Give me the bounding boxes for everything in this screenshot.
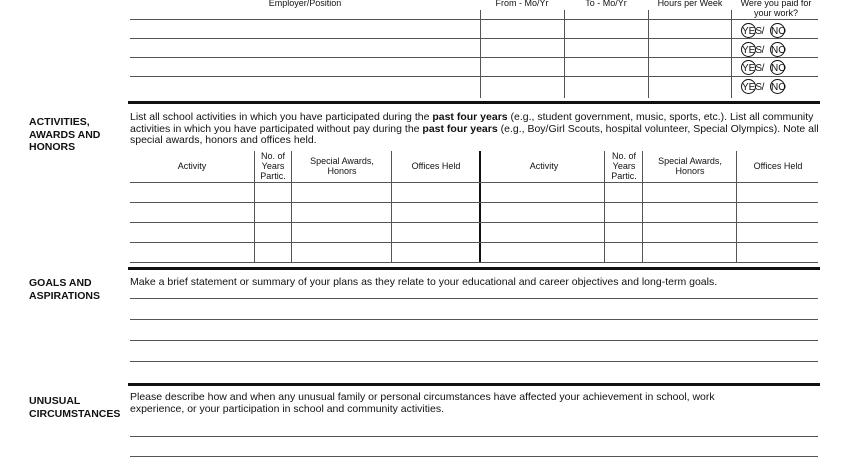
activity-column-header: Activity xyxy=(177,161,207,171)
offices-column-header: Offices Held xyxy=(411,161,461,171)
no-option[interactable]: NO xyxy=(770,60,785,75)
activities-section-label: ACTIVITIES, AWARDS AND HONORS xyxy=(29,116,101,153)
paid-yes-no-row-1: YES/ NO xyxy=(741,23,785,37)
no-option[interactable]: NO xyxy=(770,79,785,94)
paid-yes-no-row-2: YES/ NO xyxy=(741,42,785,56)
paid-yes-no-row-3: YES/ NO xyxy=(741,60,785,74)
paid-yes-no-row-4: YES/ NO xyxy=(741,79,785,93)
activity-column-header: Activity xyxy=(529,161,559,171)
goals-prompt: Make a brief statement or summary of your plans as they relate to your educational and career objectives and long-term goals. xyxy=(130,276,718,288)
section-divider xyxy=(128,267,820,270)
from-column-header: From - Mo/Yr xyxy=(495,0,549,8)
section-divider xyxy=(128,101,820,104)
to-column-header: To - Mo/Yr xyxy=(585,0,627,8)
section-divider xyxy=(128,383,820,386)
goals-section-label: GOALS AND ASPIRATIONS xyxy=(29,277,100,302)
unusual-prompt: Please describe how and when any unusual family or personal circumstances have affected your achievement in school, work experience, or your participation in school and community activities. xyxy=(130,391,715,415)
offices-column-header: Offices Held xyxy=(753,161,803,171)
awards-column-header: Special Awards, Honors xyxy=(658,156,722,176)
hours-column-header: Hours per Week xyxy=(657,0,723,8)
activities-instructions: List all school activities in which you have participated during the past four years (e.g., student government, music, sports, etc.). List all community activities in which you have participated without pay during the past four years (e.g., Boy/Girl Scouts, hospital volunteer, Special Olympics). Note all special awards, honors and offices held. xyxy=(130,111,819,146)
employer-column-header: Employer/Position xyxy=(268,0,342,8)
unusual-section-label: UNUSUAL CIRCUMSTANCES xyxy=(29,395,121,420)
yes-option[interactable]: YES xyxy=(741,79,756,94)
paid-column-header: Were you paid for your work? xyxy=(740,0,812,18)
yes-option[interactable]: YES xyxy=(741,23,756,38)
yes-option[interactable]: YES xyxy=(741,60,756,75)
awards-column-header: Special Awards, Honors xyxy=(310,156,374,176)
years-column-header: No. of Years Partic. xyxy=(611,151,637,181)
years-column-header: No. of Years Partic. xyxy=(260,151,286,181)
yes-option[interactable]: YES xyxy=(741,42,756,57)
no-option[interactable]: NO xyxy=(770,23,785,38)
no-option[interactable]: NO xyxy=(770,42,785,57)
